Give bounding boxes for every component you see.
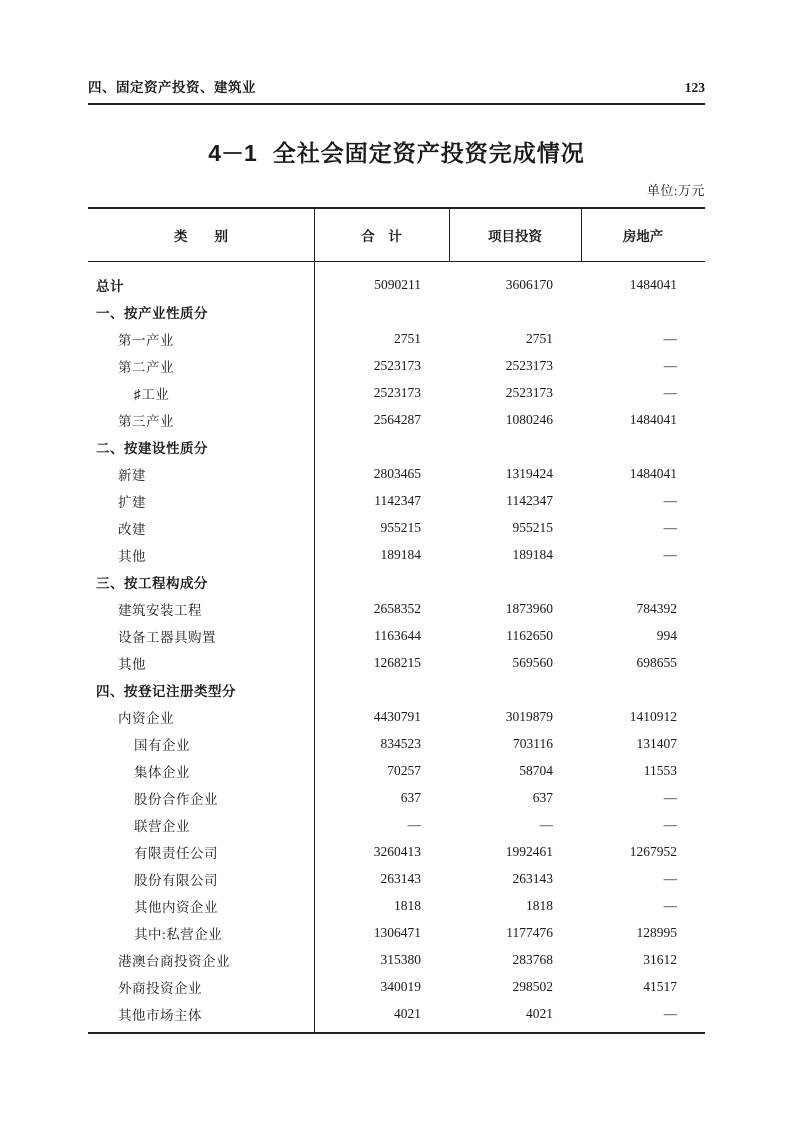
- statistics-table: [88, 207, 705, 1034]
- table-row: [88, 892, 705, 919]
- cell-total: 315380: [380, 951, 421, 967]
- table-row: [88, 352, 705, 379]
- column-header-realestate: 房地产: [622, 229, 664, 244]
- table-row: [88, 595, 705, 622]
- cell-total: 1268215: [373, 654, 421, 670]
- row-label: 第一产业: [118, 332, 174, 348]
- table-row: [88, 1000, 705, 1027]
- row-label: 扩建: [118, 494, 146, 510]
- cell-project: 1162650: [506, 627, 553, 643]
- cell-project: 3606170: [505, 276, 553, 292]
- cell-total: 263143: [380, 870, 421, 886]
- cell-project: 1873960: [505, 600, 553, 616]
- column-header-category: 类 别: [174, 229, 228, 244]
- cell-project: 2523173: [505, 357, 553, 373]
- cell-total: 834523: [380, 735, 421, 751]
- row-label: 集体企业: [134, 764, 190, 780]
- row-label: 内资企业: [118, 710, 174, 726]
- cell-realestate: —: [663, 1005, 677, 1021]
- cell-total: 1818: [394, 897, 421, 913]
- cell-project: 1080246: [505, 411, 553, 427]
- cell-project: 1992461: [505, 843, 553, 859]
- cell-project: —: [539, 816, 553, 832]
- table-row: [88, 730, 705, 757]
- column-header-total: 合 计: [361, 229, 402, 244]
- cell-project: 1177476: [506, 924, 553, 940]
- cell-total: 1163644: [374, 627, 421, 643]
- table-row: [88, 541, 705, 568]
- table-row: [88, 865, 705, 892]
- table-row: [88, 946, 705, 973]
- cell-total: 340019: [380, 978, 421, 994]
- table-row: [88, 649, 705, 676]
- table-row: [88, 757, 705, 784]
- row-label: 国有企业: [134, 737, 190, 753]
- table-title-text: 全社会固定资产投资完成情况: [272, 140, 585, 166]
- cell-realestate: 31612: [643, 951, 677, 967]
- cell-realestate: —: [663, 897, 677, 913]
- cell-total: 70257: [387, 762, 421, 778]
- row-label: 外商投资企业: [118, 980, 202, 996]
- row-label: 其他市场主体: [118, 1007, 202, 1023]
- cell-total: 4430791: [373, 708, 421, 724]
- cell-total: 1142347: [374, 492, 421, 508]
- cell-realestate: 1484041: [629, 411, 677, 427]
- cell-realestate: 1410912: [629, 708, 677, 724]
- cell-project: 1818: [526, 897, 553, 913]
- cell-realestate: —: [663, 789, 677, 805]
- table-row: [88, 460, 705, 487]
- cell-realestate: —: [663, 546, 677, 562]
- table-row: [88, 811, 705, 838]
- cell-project: 955215: [512, 519, 553, 535]
- unit-label: 单位:万元: [646, 183, 705, 198]
- table-row: [88, 784, 705, 811]
- cell-realestate: 131407: [636, 735, 677, 751]
- row-label: 新建: [118, 467, 146, 483]
- cell-realestate: —: [663, 816, 677, 832]
- row-label: 有限责任公司: [134, 845, 218, 861]
- column-header-project: 项目投资: [488, 229, 542, 244]
- cell-realestate: —: [663, 384, 677, 400]
- cell-project: 703116: [513, 735, 553, 751]
- header-rule: [88, 103, 705, 105]
- table-row: [88, 487, 705, 514]
- cell-project: 2523173: [505, 384, 553, 400]
- cell-project: 569560: [512, 654, 553, 670]
- cell-realestate: 11553: [643, 762, 677, 778]
- cell-project: 189184: [512, 546, 553, 562]
- row-label: 二、按建设性质分: [96, 440, 208, 456]
- cell-project: 4021: [526, 1005, 553, 1021]
- row-label: 一、按产业性质分: [96, 305, 208, 321]
- cell-project: 1142347: [506, 492, 553, 508]
- table-row: [88, 838, 705, 865]
- row-label: ♯工业: [134, 386, 170, 402]
- table-title: [88, 135, 705, 168]
- cell-realestate: 41517: [643, 978, 677, 994]
- column-divider-category: [314, 209, 315, 1032]
- table-row: [88, 406, 705, 433]
- cell-realestate: —: [663, 519, 677, 535]
- cell-project: 298502: [512, 978, 553, 994]
- page-number: 123: [684, 80, 705, 95]
- table-row: [88, 433, 705, 460]
- cell-project: 58704: [519, 762, 553, 778]
- cell-total: 2658352: [373, 600, 421, 616]
- row-label: 股份有限公司: [134, 872, 218, 888]
- table-row: [88, 568, 705, 595]
- cell-realestate: 1267952: [629, 843, 677, 859]
- header-divider-project: [581, 209, 582, 261]
- table-row: [88, 379, 705, 406]
- table-body: [88, 262, 705, 1032]
- row-label: 建筑安装工程: [118, 602, 202, 618]
- table-row: [88, 325, 705, 352]
- cell-realestate: —: [663, 870, 677, 886]
- cell-total: 2803465: [373, 465, 421, 481]
- row-label: 总计: [96, 278, 124, 294]
- row-label: 其中:私营企业: [134, 926, 223, 942]
- chapter-title: 四、固定资产投资、建筑业: [88, 80, 256, 95]
- table-number: 4－1: [208, 140, 257, 166]
- row-label: 股份合作企业: [134, 791, 218, 807]
- cell-total: 637: [400, 789, 421, 805]
- table-row: [88, 271, 705, 298]
- table-row: [88, 622, 705, 649]
- cell-project: 637: [532, 789, 553, 805]
- cell-realestate: 698655: [636, 654, 677, 670]
- table-row: [88, 973, 705, 1000]
- running-head: [88, 76, 705, 96]
- cell-total: 955215: [380, 519, 421, 535]
- row-label: 其他内资企业: [134, 899, 218, 915]
- row-label: 其他: [118, 548, 146, 564]
- row-label: 第三产业: [118, 413, 174, 429]
- cell-realestate: —: [663, 357, 677, 373]
- cell-total: 3260413: [373, 843, 421, 859]
- cell-project: 1319424: [505, 465, 553, 481]
- cell-realestate: —: [663, 330, 677, 346]
- cell-project: 283768: [512, 951, 553, 967]
- cell-total: 189184: [380, 546, 421, 562]
- cell-realestate: 128995: [636, 924, 677, 940]
- row-label: 第二产业: [118, 359, 174, 375]
- cell-total: 1306471: [373, 924, 421, 940]
- row-label: 改建: [118, 521, 146, 537]
- row-label: 联营企业: [134, 818, 190, 834]
- cell-total: 2523173: [373, 357, 421, 373]
- cell-total: 2564287: [373, 411, 421, 427]
- table-header-row: [88, 209, 705, 262]
- row-label: 四、按登记注册类型分: [96, 683, 236, 699]
- table-row: [88, 676, 705, 703]
- header-divider-total: [449, 209, 450, 261]
- table-row: [88, 298, 705, 325]
- cell-project: 3019879: [505, 708, 553, 724]
- table-row: [88, 919, 705, 946]
- cell-total: 4021: [394, 1005, 421, 1021]
- cell-realestate: 1484041: [629, 276, 677, 292]
- cell-total: 2751: [394, 330, 421, 346]
- cell-project: 263143: [512, 870, 553, 886]
- cell-total: 5090211: [374, 276, 421, 292]
- cell-realestate: 994: [656, 627, 677, 643]
- cell-realestate: 1484041: [629, 465, 677, 481]
- row-label: 三、按工程构成分: [96, 575, 208, 591]
- row-label: 港澳台商投资企业: [118, 953, 230, 969]
- cell-realestate: 784392: [636, 600, 677, 616]
- table-row: [88, 703, 705, 730]
- row-label: 其他: [118, 656, 146, 672]
- cell-total: 2523173: [373, 384, 421, 400]
- cell-total: —: [407, 816, 421, 832]
- table-row: [88, 514, 705, 541]
- cell-project: 2751: [526, 330, 553, 346]
- row-label: 设备工器具购置: [118, 629, 216, 645]
- cell-realestate: —: [663, 492, 677, 508]
